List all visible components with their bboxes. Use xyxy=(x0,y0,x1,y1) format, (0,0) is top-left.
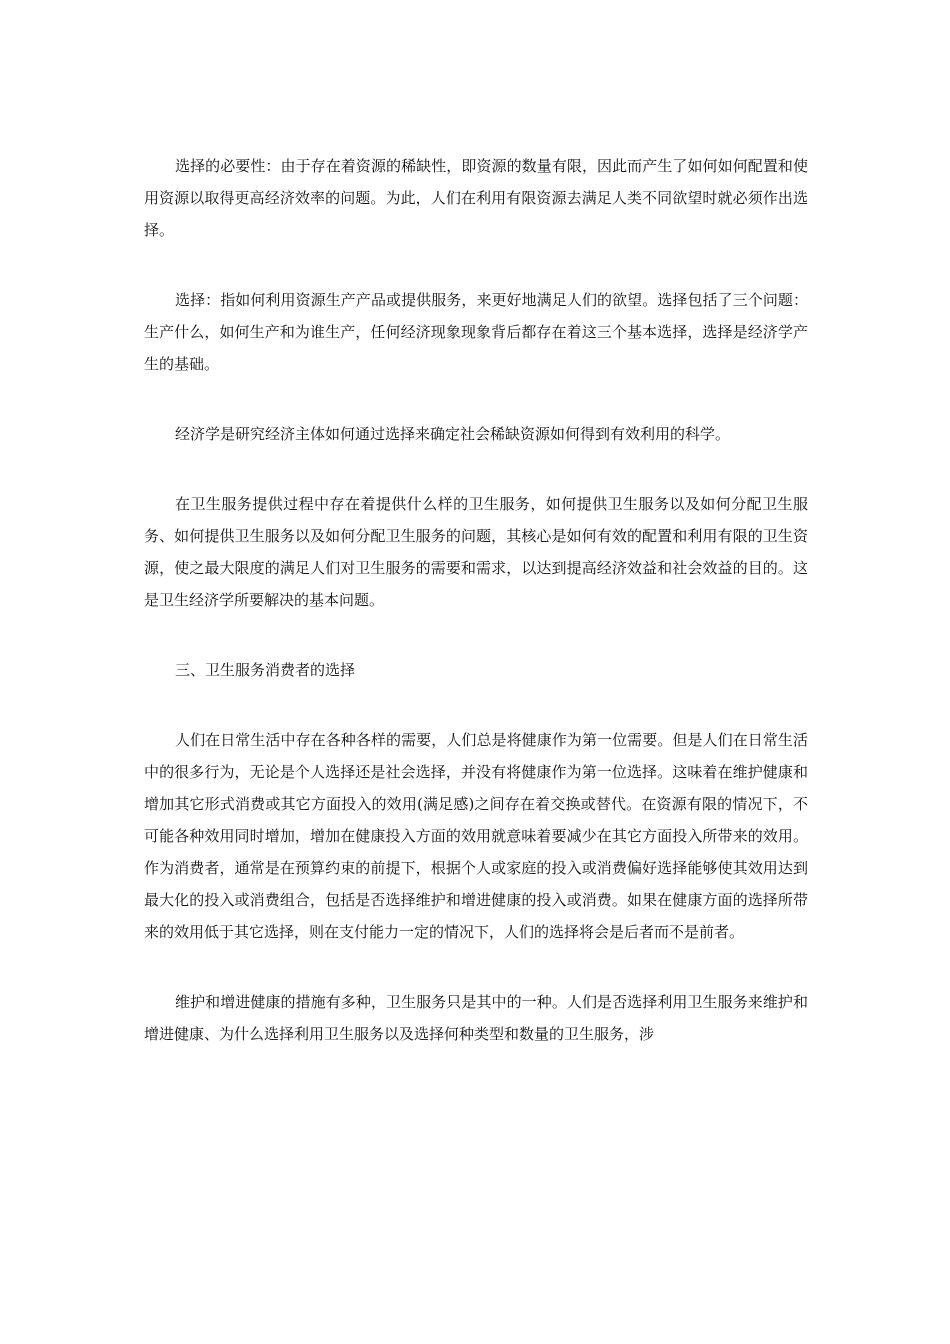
paragraph-health-measures: 维护和增进健康的措施有多种，卫生服务只是其中的一种。人们是否选择利用卫生服务来维护和增进健康、为什么选择利用卫生服务以及选择何种类型和数量的卫生服务，涉 xyxy=(144,993,808,1043)
paragraph-definition-of-choice: 选择：指如何利用资源生产产品或提供服务，来更好地满足人们的欲望。选择包括了三个问题：生产什么，如何生产和为谁生产，任何经济现象现象背后都存在着这三个基本选择，选择是经济学产生的基础。 xyxy=(144,291,808,373)
paragraph-definition-of-economics: 经济学是研究经济主体如何通过选择来确定社会稀缺资源如何得到有效利用的科学。 xyxy=(175,425,731,443)
paragraph-consumer-needs: 人们在日常生活中存在各种各样的需要，人们总是将健康作为第一位需要。但是人们在日常生活中的很多行为，无论是个人选择还是社会选择，并没有将健康作为第一位选择。这味着在维护健康和增加其它形式消费或其它方面投入的效用(满足感)之间存在着交换或替代。在资源有限的情况下，不可能各种效用同时增加，增加在健康投入方面的效用就意味着要减少在其它方面投入所带来的效用。作为消费者，通常是在预算约束的前提下，根据个人或家庭的投入或消费偏好选择能够使其效用达到最大化的投入或消费组合，包括是否选择维护和增进健康的投入或消费。如果在健康方面的选择所带来的效用低于其它选择，则在支付能力一定的情况下，人们的选择将会是后者而不是前者。 xyxy=(144,731,808,941)
paragraph-necessity-of-choice: 选择的必要性：由于存在着资源的稀缺性，即资源的数量有限，因此而产生了如何如何配置和使用资源以取得更高经济效率的问题。为此，人们在利用有限资源去满足人类不同欲望时就必须作出选择。 xyxy=(144,157,808,239)
section-heading-consumer-choice: 三、卫生服务消费者的选择 xyxy=(175,661,356,679)
paragraph-health-service-problem: 在卫生服务提供过程中存在着提供什么样的卫生服务，如何提供卫生服务以及如何分配卫生服务、如何提供卫生服务以及如何分配卫生服务的问题，其核心是如何有效的配置和利用有限的卫生资源，使之最大限度的满足人们对卫生服务的需要和需求，以达到提高经济效益和社会效益的目的。这是卫生经济学所要解决的基本问题。 xyxy=(144,495,808,609)
document-body xyxy=(144,150,808,1088)
